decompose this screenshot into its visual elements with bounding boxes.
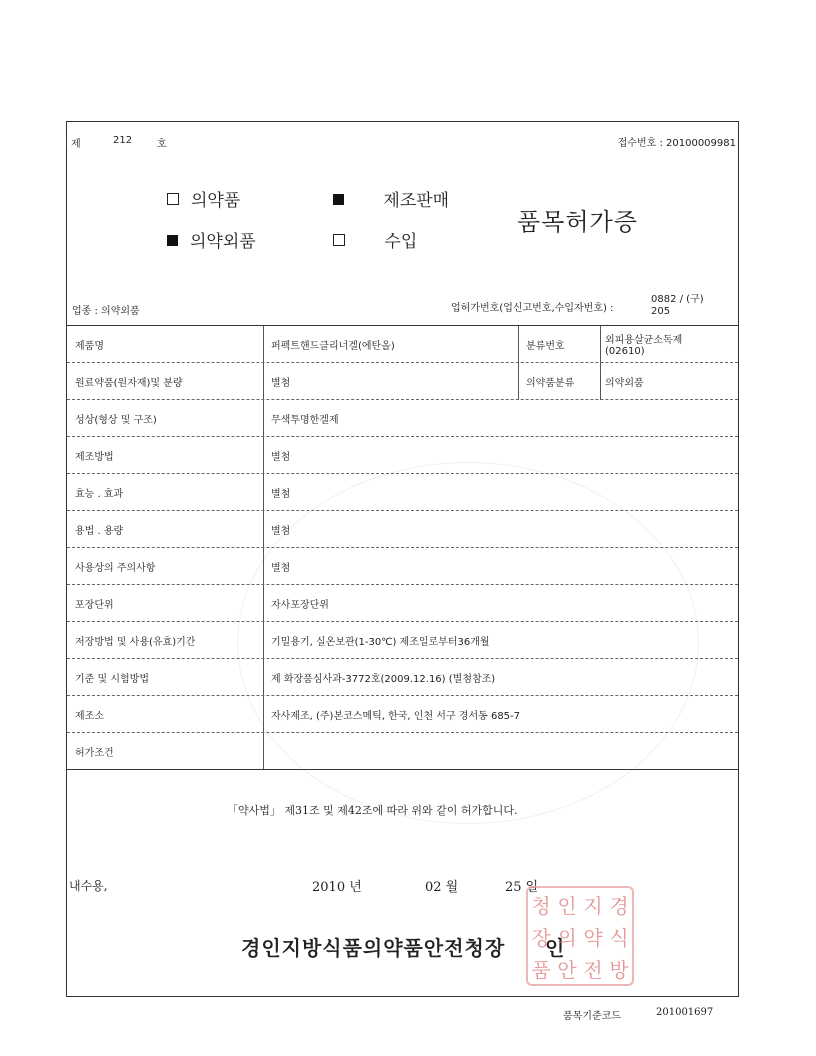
option-import-label: 수입 — [384, 232, 418, 252]
table-row — [67, 659, 738, 696]
row-value: 별첨 — [271, 562, 291, 574]
row-label: 기준 및 시험방법 — [75, 673, 149, 685]
option-quasi-drug — [167, 227, 256, 252]
option-manufacture-sale-label: 제조판매 — [383, 191, 450, 211]
document-title: 품목허가증 — [517, 208, 638, 236]
classification-label: 분류번호 — [526, 340, 565, 352]
option-drug-label: 의약품 — [191, 191, 241, 211]
seal-char: 안 — [557, 957, 577, 982]
row-label: 제품명 — [75, 340, 104, 352]
option-quasi-drug-label: 의약외품 — [190, 232, 256, 252]
row-value: 별첨 — [271, 488, 291, 500]
row-value: 제 화장품심사과-3772호(2009.12.16) (별첨참조) — [271, 673, 496, 685]
row-label: 저장방법 및 사용(유효)기간 — [75, 636, 196, 648]
table-row — [67, 474, 738, 511]
issue-day: 25 일 — [505, 880, 539, 895]
issue-month: 02 월 — [425, 880, 459, 895]
row-label: 성상(형상 및 구조) — [75, 414, 157, 426]
seal-char: 지 — [583, 893, 603, 918]
classification-code: (02610) — [605, 346, 645, 357]
table-row — [67, 585, 738, 622]
issuing-authority: 경인지방식품의약품안전청장 — [241, 936, 506, 960]
seal-char: 경 — [609, 893, 629, 918]
seal-word: 인 — [545, 936, 565, 960]
table-row — [67, 696, 738, 733]
cert-number-suffix: 호 — [157, 139, 167, 150]
row-value: 별첨 — [271, 525, 291, 537]
option-manufacture-sale — [333, 186, 449, 211]
cert-number-prefix: 제 — [71, 139, 81, 150]
unchecked-box-icon — [333, 234, 345, 246]
row-value — [263, 733, 738, 769]
industry: 업종 : 의약외품 — [72, 306, 140, 317]
table-row — [67, 326, 738, 363]
approval-statement: 「약사법」 제31조 및 제42조에 따라 위와 같이 허가합니다. — [227, 804, 518, 817]
seal-char: 식 — [609, 925, 629, 950]
row-label: 원료약품(원자재)및 분량 — [75, 377, 183, 389]
table-row — [67, 400, 738, 437]
details-table — [67, 325, 738, 770]
table-row — [67, 437, 738, 474]
row-value: 별첨 — [271, 377, 291, 389]
row-label: 사용상의 주의사항 — [75, 562, 156, 574]
seal-char: 전 — [583, 957, 603, 982]
classification-name: 외피용살균소독제 — [605, 335, 683, 346]
unchecked-box-icon — [167, 193, 179, 205]
row-label: 효능 . 효과 — [75, 488, 124, 500]
seal-char: 장 — [531, 925, 551, 950]
option-import — [333, 227, 417, 252]
row-value: 무색투명한겔제 — [271, 414, 339, 426]
license-certificate — [66, 121, 739, 997]
seal-char: 인 — [557, 893, 577, 918]
receipt-number: 접수번호 : 20100009981 — [617, 138, 736, 149]
row-value: 기밀용기, 실온보관(1-30℃) 제조일로부터36개월 — [271, 636, 490, 648]
table-row — [67, 733, 738, 769]
issue-year: 2010 년 — [312, 880, 362, 895]
product-code-value: 201001697 — [656, 1007, 714, 1018]
seal-char: 의 — [557, 925, 577, 950]
seal-char: 약 — [583, 925, 603, 950]
row-label: 제조소 — [75, 710, 104, 722]
seal-char: 품 — [531, 957, 551, 982]
checked-box-icon — [333, 194, 344, 205]
option-drug — [167, 186, 240, 211]
row-label: 허가조건 — [75, 747, 114, 759]
seal-char: 방 — [609, 957, 629, 982]
table-row — [67, 548, 738, 585]
license-label: 업허가번호(업신고번호,수입자번호) : — [451, 303, 614, 314]
license-value-1: 0882 / (구) — [651, 294, 704, 305]
drug-class-value: 의약외품 — [605, 377, 644, 389]
domestic-use: 내수용, — [69, 879, 108, 893]
seal-char: 청 — [531, 893, 551, 918]
product-code-label: 품목기준코드 — [563, 1011, 621, 1022]
row-label: 제조방법 — [75, 451, 114, 463]
checked-box-icon — [167, 235, 178, 246]
row-label: 용법 . 용량 — [75, 525, 124, 537]
row-value: 자사포장단위 — [271, 599, 329, 611]
cert-number: 212 — [113, 135, 133, 146]
license-value-2: 205 — [651, 306, 671, 317]
table-row — [67, 511, 738, 548]
table-row — [67, 363, 738, 400]
row-value: 퍼펙트핸드클리너겔(에탄올) — [271, 340, 395, 352]
row-value: 별첨 — [271, 451, 291, 463]
row-value: 자사제조, (주)본코스메틱, 한국, 인천 서구 경서동 685-7 — [271, 710, 521, 722]
classification-value — [600, 326, 738, 362]
table-row — [67, 622, 738, 659]
official-seal-stamp — [526, 886, 634, 986]
row-label: 포장단위 — [75, 599, 114, 611]
drug-class-label: 의약품분류 — [526, 377, 575, 389]
